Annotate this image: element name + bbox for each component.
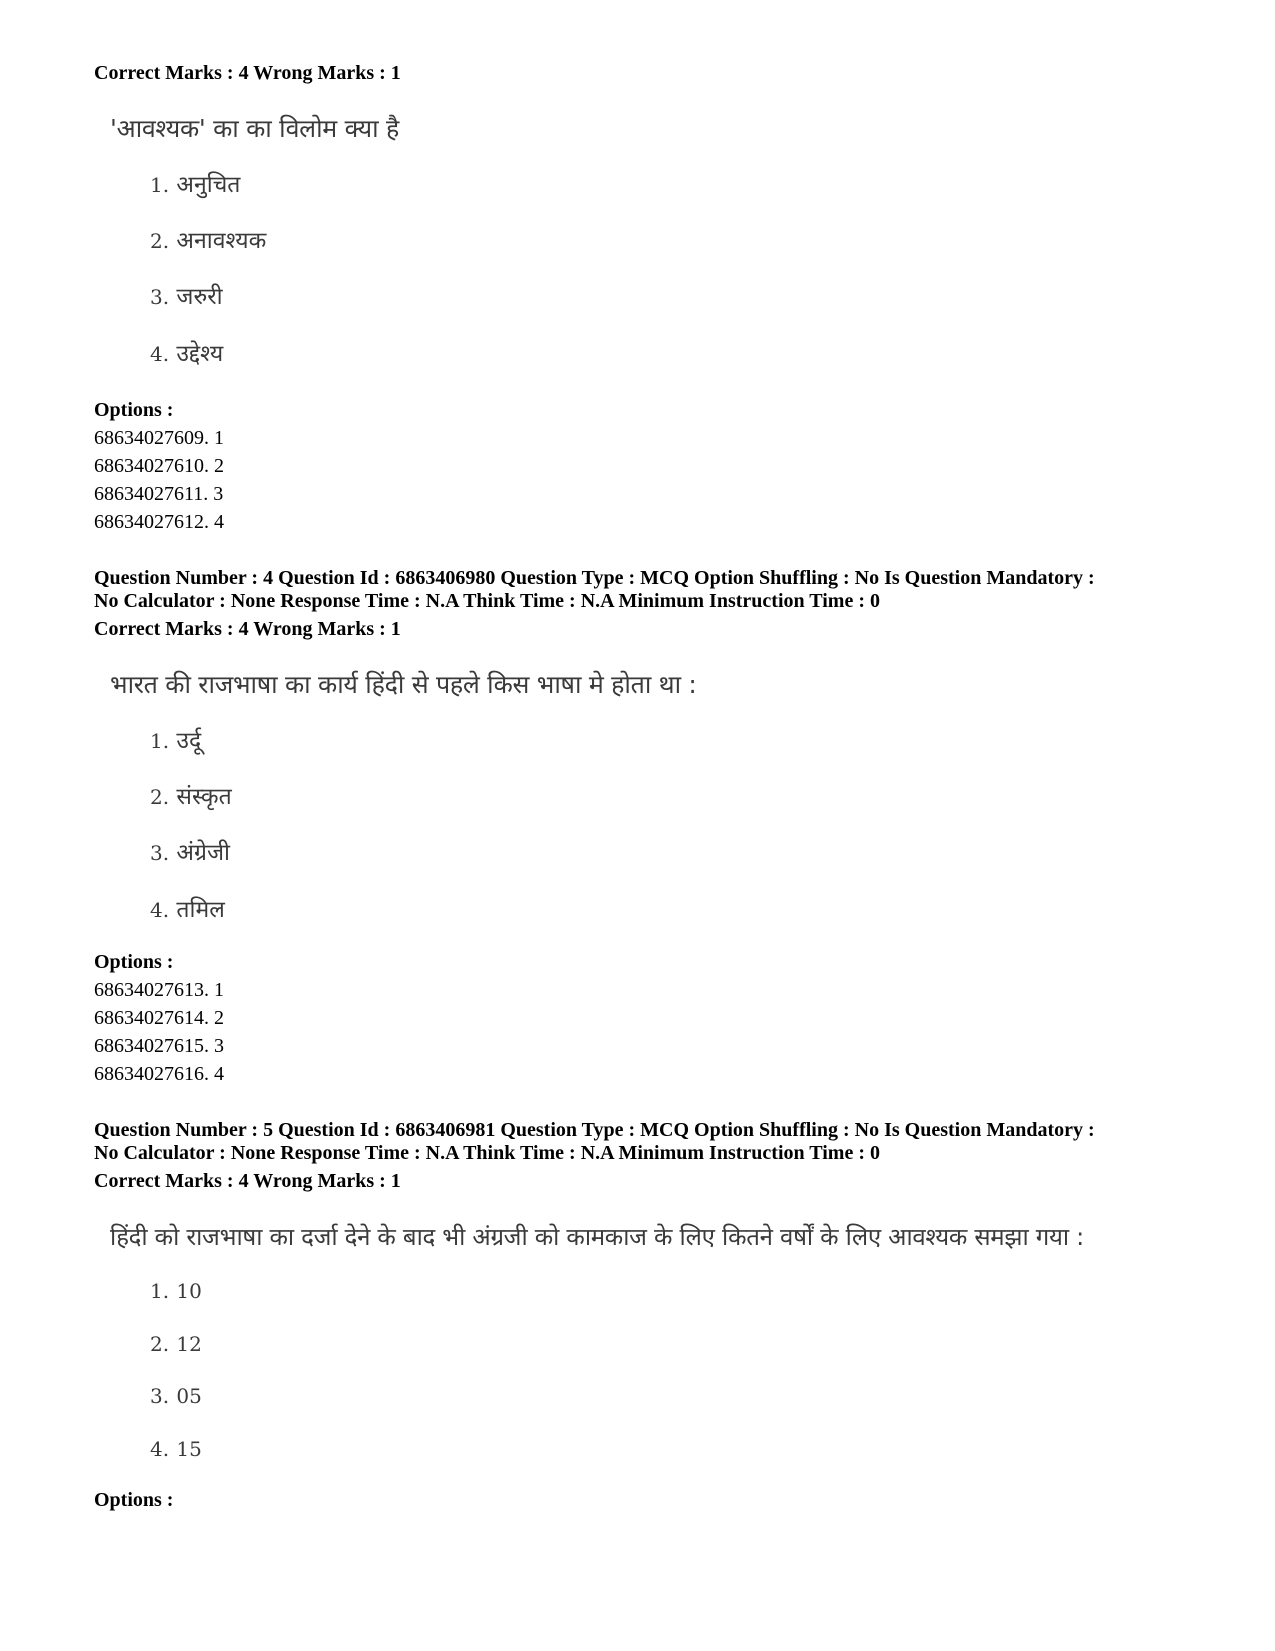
- choice-4: [150, 340, 223, 368]
- option-id-row: 68634027609. 1: [94, 427, 224, 449]
- choice-text: अंग्रेजी: [176, 840, 230, 866]
- choice-number: 4.: [150, 1437, 170, 1461]
- choice-text: 10: [176, 1279, 202, 1303]
- choice-number: 4.: [150, 342, 170, 366]
- choice-2: [150, 227, 266, 255]
- question-image: [110, 670, 697, 923]
- choice-text: 15: [176, 1437, 202, 1461]
- question-text: हिंदी को राजभाषा का दर्जा देने के बाद भी अंग्रजी को कामकाज के लिए कितने वर्षों के लिए आवश्यक समझा गया :: [110, 1223, 1084, 1251]
- choice-3: [150, 283, 223, 311]
- choice-2: [150, 1330, 202, 1358]
- option-id-row: 68634027615. 3: [94, 1035, 224, 1057]
- choice-number: 2.: [150, 1332, 170, 1356]
- choice-number: 1.: [150, 1279, 170, 1303]
- option-id-row: 68634027612. 4: [94, 511, 224, 533]
- choice-number: 4.: [150, 898, 170, 922]
- choice-text: 05: [176, 1384, 202, 1408]
- question-text: 'आवश्यक' का का विलोम क्या है: [110, 114, 399, 143]
- question-header-line-1: Question Number : 5 Question Id : 6863406981 Question Type : MCQ Option Shuffling : No Is Question Mandatory :: [94, 1119, 1095, 1141]
- choice-text: 12: [176, 1332, 202, 1356]
- choice-number: 3.: [150, 285, 170, 309]
- choice-1: [150, 727, 201, 755]
- choice-text: अनावश्यक: [176, 228, 267, 254]
- choice-text: उर्दू: [176, 728, 202, 754]
- question-header-line-2: No Calculator : None Response Time : N.A Think Time : N.A Minimum Instruction Time : 0: [94, 590, 880, 612]
- choice-text: उद्देश्य: [176, 341, 224, 367]
- marks-line: Correct Marks : 4 Wrong Marks : 1: [94, 62, 401, 84]
- choice-number: 3.: [150, 1384, 170, 1408]
- choice-text: जरुरी: [176, 284, 223, 310]
- choice-number: 1.: [150, 729, 170, 753]
- question-header-line-2: No Calculator : None Response Time : N.A Think Time : N.A Minimum Instruction Time : 0: [94, 1142, 880, 1164]
- marks-line: Correct Marks : 4 Wrong Marks : 1: [94, 618, 401, 640]
- option-id-row: 68634027613. 1: [94, 979, 224, 1001]
- choice-number: 2.: [150, 229, 170, 253]
- options-label: Options :: [94, 951, 174, 973]
- options-label: Options :: [94, 1489, 174, 1511]
- options-label: Options :: [94, 399, 174, 421]
- choice-text: तमिल: [176, 897, 225, 923]
- option-id-row: 68634027611. 3: [94, 483, 224, 505]
- choice-2: [150, 783, 232, 811]
- choice-1: [150, 1277, 202, 1305]
- choice-text: अनुचित: [176, 172, 241, 198]
- question-image: [110, 114, 399, 367]
- choice-3: [150, 1382, 202, 1410]
- option-id-row: 68634027614. 2: [94, 1007, 224, 1029]
- choice-number: 1.: [150, 173, 170, 197]
- choice-1: [150, 171, 240, 199]
- marks-line: Correct Marks : 4 Wrong Marks : 1: [94, 1170, 401, 1192]
- question-image: [110, 1222, 1084, 1461]
- question-header-line-1: Question Number : 4 Question Id : 6863406980 Question Type : MCQ Option Shuffling : No Is Question Mandatory :: [94, 567, 1095, 589]
- option-id-row: 68634027616. 4: [94, 1063, 224, 1085]
- option-id-row: 68634027610. 2: [94, 455, 224, 477]
- question-text: भारत की राजभाषा का कार्य हिंदी से पहले किस भाषा मे होता था :: [110, 670, 697, 699]
- choice-4: [150, 1435, 202, 1463]
- choice-3: [150, 839, 230, 867]
- choice-number: 2.: [150, 785, 170, 809]
- choice-4: [150, 896, 225, 924]
- choice-number: 3.: [150, 841, 170, 865]
- choice-text: संस्कृत: [176, 784, 232, 810]
